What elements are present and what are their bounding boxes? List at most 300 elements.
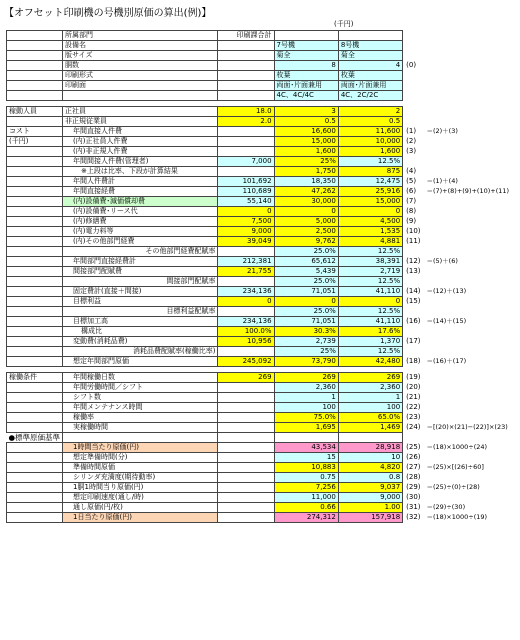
table-cell-c6: [424, 247, 519, 257]
table-cell-c5: (5): [406, 177, 417, 185]
table-cell-c6: [424, 61, 519, 71]
table-cell-c2: 39,049: [218, 237, 274, 247]
table-cell-c1: 年間稼働日数: [63, 373, 218, 383]
table-cell-c0: [7, 383, 63, 393]
table-cell-c5: (13): [406, 267, 421, 275]
table-cell-c2: 9,000: [218, 227, 274, 237]
table-cell-c6: [424, 137, 519, 147]
table-cell-c3: 4C、4C/4C: [274, 91, 338, 101]
table-cell-c0: [7, 277, 63, 287]
table-cell-c2: 101,692: [218, 177, 274, 187]
table-cell-c0: [7, 217, 63, 227]
table-cell-c3: [274, 433, 338, 443]
table-cell-c1: 想定準備時間(分): [63, 453, 218, 463]
table-cell-c3: 11,000: [274, 493, 338, 503]
table-row: [7, 317, 520, 327]
table-cell-c2: [218, 71, 274, 81]
table-row: [7, 493, 520, 503]
table-row: [7, 297, 520, 307]
table-row: [7, 307, 520, 317]
table-cell-c0: [7, 207, 63, 217]
table-cell-c3: 75.0%: [274, 413, 338, 423]
table-row: [7, 327, 520, 337]
table-cell-c2: [218, 127, 274, 137]
table-cell-c4: [338, 433, 402, 443]
table-cell-c0: 稼働条件: [7, 373, 63, 383]
table-cell-c2: [218, 393, 274, 403]
table-cell-c0: [7, 41, 63, 51]
table-cell-c0: [7, 71, 63, 81]
table-cell-c0: [7, 51, 63, 61]
table-cell-c5: [403, 117, 425, 127]
table-cell-c5: (14): [406, 287, 421, 295]
table-cell-c2: 2.0: [218, 117, 274, 127]
table-cell-c3: [274, 31, 338, 41]
table-cell-c5: (27): [406, 463, 421, 471]
table-cell-c0: [7, 257, 63, 267]
table-cell-c5: (16): [406, 317, 421, 325]
table-cell-c5: [403, 157, 425, 167]
table-cell-c0: [7, 337, 63, 347]
table-cell-c0: [7, 287, 63, 297]
table-cell-c0: [7, 237, 63, 247]
table-cell-c1: 所属部門: [63, 31, 218, 41]
table-cell-c2: 245,092: [218, 357, 274, 367]
table-cell-c1: 間接部門配賦費: [63, 267, 218, 277]
table-cell-c0: [7, 503, 63, 513]
table-cell-c2: 印刷課合計: [218, 31, 274, 41]
table-cell-c1: (内)その他部門経費: [63, 237, 218, 247]
table-cell-c5: (12): [406, 257, 421, 265]
table-cell-c1: ※上段は比率、下段が計算結果: [63, 167, 218, 177]
table-cell-c2: [218, 247, 274, 257]
table-cell-c1: 構成比: [63, 327, 218, 337]
table-cell-c4: 12.5%: [338, 277, 402, 287]
table-cell-c2: [218, 307, 274, 317]
table-cell-c0: [7, 81, 63, 91]
table-cell-c6: ＝[(20)×(21)−(22)]×(23): [426, 423, 508, 431]
table-cell-c6: [424, 337, 519, 347]
table-cell-c3: 1: [274, 393, 338, 403]
table-cell-c4: 菊全: [338, 51, 402, 61]
table-cell-c0: [7, 247, 63, 257]
table-cell-c4: 2,360: [338, 383, 402, 393]
table-cell-c6: [424, 433, 519, 443]
table-cell-c6: [424, 81, 519, 91]
table-cell-c3: 269: [274, 373, 338, 383]
table-cell-c2: 10,956: [218, 337, 274, 347]
table-cell-c2: 234,136: [218, 287, 274, 297]
table-cell-c5: (29): [406, 483, 421, 491]
table-cell-c0: [7, 197, 63, 207]
table-cell-c1: 正社員: [63, 107, 218, 117]
table-cell-c4: 12.5%: [338, 247, 402, 257]
table-cell-c0: [7, 423, 63, 433]
table-row: [7, 227, 520, 237]
table-cell-c4: 1,370: [338, 337, 402, 347]
table-cell-c4: 17.6%: [338, 327, 402, 337]
table-cell-c4: 65.0%: [338, 413, 402, 423]
table-cell-c1: その他部門経費配賦率: [63, 247, 218, 257]
table-cell-c1: (内)電力料等: [63, 227, 218, 237]
table-cell-c0: [7, 177, 63, 187]
table-cell-c4: 1,535: [338, 227, 402, 237]
table-cell-c2: 7,000: [218, 157, 274, 167]
table-cell-c0: コスト: [7, 127, 63, 137]
table-cell-c1: 変動費(消耗品費): [63, 337, 218, 347]
table-cell-c5: [403, 51, 425, 61]
table-row: [7, 237, 520, 247]
table-cell-c6: ＝(2)＋(3): [426, 127, 458, 135]
table-cell-c4: 0: [338, 207, 402, 217]
table-cell-c1: シフト数: [63, 393, 218, 403]
table-cell-c1: 設備名: [63, 41, 218, 51]
table-cell-c4: 157,918: [338, 513, 402, 523]
page-title: 【オフセット印刷機の号機別原価の算出(例)】: [4, 8, 212, 19]
table-cell-c1: 消耗品費配賦率(稼働比率): [63, 347, 218, 357]
table-cell-c6: [424, 373, 519, 383]
table-cell-c4: 12.5%: [338, 157, 402, 167]
table-cell-c3: 15,000: [274, 137, 338, 147]
table-cell-c4: 25,916: [338, 187, 402, 197]
table-cell-c5: (19): [406, 373, 421, 381]
table-cell-c1: 年間メンテナンス時間: [63, 403, 218, 413]
table-cell-c5: (32): [406, 513, 421, 521]
table-cell-c0: [7, 147, 63, 157]
table-cell-c3: 18,350: [274, 177, 338, 187]
table-cell-c2: 55,140: [218, 197, 274, 207]
table-cell-c5: (25): [406, 443, 421, 451]
table-cell-c0: [7, 157, 63, 167]
table-row: [7, 207, 520, 217]
table-row: [7, 167, 520, 177]
table-cell-c2: [218, 403, 274, 413]
table-cell-c6: ＝(18)×1000÷(24): [426, 443, 488, 451]
table-cell-c4: 1,469: [338, 423, 402, 433]
table-cell-c1: 印刷形式: [63, 71, 218, 81]
table-cell-c6: [424, 227, 519, 237]
table-row: [7, 503, 520, 513]
table-cell-c4: 2: [338, 107, 402, 117]
table-cell-c5: [403, 327, 425, 337]
table-cell-c2: [218, 453, 274, 463]
table-cell-c5: (18): [406, 357, 421, 365]
table-cell-c4: 枚葉: [338, 71, 402, 81]
table-row: [7, 393, 520, 403]
table-cell-c5: (22): [406, 403, 421, 411]
table-cell-c1: 胴数: [63, 61, 218, 71]
table-row: [7, 473, 520, 483]
table-cell-c3: 1,600: [274, 147, 338, 157]
table-cell-c0: [7, 473, 63, 483]
table-cell-c0: [7, 393, 63, 403]
table-row: [7, 337, 520, 347]
table-cell-c4: 0: [338, 297, 402, 307]
table-cell-c2: 110,689: [218, 187, 274, 197]
table-cell-c2: [218, 91, 274, 101]
table-cell-c5: (15): [406, 297, 421, 305]
table-cell-c3: 274,312: [274, 513, 338, 523]
table-cell-c5: (17): [406, 337, 421, 345]
table-cell-c5: (4): [406, 167, 417, 175]
table-cell-c6: ＝(29)÷(30): [426, 503, 466, 511]
table-cell-c5: (23): [406, 413, 421, 421]
table-cell-c4: 12.5%: [338, 307, 402, 317]
table-cell-c6: [424, 413, 519, 423]
table-cell-c2: [218, 463, 274, 473]
table-cell-c5: (26): [406, 453, 421, 461]
table-cell-c1: 通し原価(円/枚): [63, 503, 218, 513]
table-cell-c1: 想定年間部門原価: [63, 357, 218, 367]
table-row: [7, 51, 520, 61]
table-cell-c6: [424, 197, 519, 207]
table-cell-c4: 11,600: [338, 127, 402, 137]
table-cell-c5: (30): [406, 493, 421, 501]
table-cell-c4: 10,000: [338, 137, 402, 147]
table-cell-c0: [7, 61, 63, 71]
table-row: [7, 147, 520, 157]
table-cell-c6: ＝(25)÷(0)÷(28): [426, 483, 480, 491]
table-cell-c0: [7, 483, 63, 493]
table-row: [7, 177, 520, 187]
table-cell-c1: (内)正社員人件費: [63, 137, 218, 147]
table-cell-c4: [338, 31, 402, 41]
table-cell-c1: 目標利益: [63, 297, 218, 307]
table-cell-c1: 年間直接経費: [63, 187, 218, 197]
table-cell-c6: [424, 347, 519, 357]
table-cell-c3: 菊全: [274, 51, 338, 61]
table-cell-c3: 16,600: [274, 127, 338, 137]
table-cell-c5: [403, 31, 425, 41]
table-cell-c3: 5,000: [274, 217, 338, 227]
table-row: [7, 423, 520, 433]
table-cell-c2: [218, 513, 274, 523]
table-cell-c5: [403, 91, 425, 101]
table-row: [7, 277, 520, 287]
table-cell-c6: [424, 237, 519, 247]
table-cell-c2: 212,381: [218, 257, 274, 267]
table-cell-c4: 100: [338, 403, 402, 413]
table-cell-c1: (内)非正規人件費: [63, 147, 218, 157]
table-cell-c6: [424, 277, 519, 287]
table-cell-c5: [403, 41, 425, 51]
table-row: [7, 81, 520, 91]
table-cell-c3: 枚葉: [274, 71, 338, 81]
table-cell-c4: 10: [338, 453, 402, 463]
table-cell-c5: (3): [406, 147, 417, 155]
table-row: [7, 287, 520, 297]
table-cell-c2: [218, 81, 274, 91]
table-cell-c2: 18.0: [218, 107, 274, 117]
table-cell-c4: 1.00: [338, 503, 402, 513]
table-cell-c2: [218, 483, 274, 493]
table-cell-c6: [424, 91, 519, 101]
table-cell-c5: [403, 277, 425, 287]
table-cell-c1: 印刷面: [63, 81, 218, 91]
table-cell-c6: [424, 307, 519, 317]
table-cell-c0: [7, 453, 63, 463]
table-cell-c3: 両面･片面兼用: [274, 81, 338, 91]
table-cell-c4: 9,000: [338, 493, 402, 503]
table-cell-c6: [424, 473, 519, 483]
table-row: [7, 373, 520, 383]
table-cell-c3: 100: [274, 403, 338, 413]
table-cell-c5: [403, 347, 425, 357]
table-cell-c2: 100.0%: [218, 327, 274, 337]
table-cell-c3: 30.3%: [274, 327, 338, 337]
table-row: [7, 31, 520, 41]
table-cell-c0: [7, 347, 63, 357]
table-cell-c0: [7, 267, 63, 277]
table-cell-c3: 73,790: [274, 357, 338, 367]
table-cell-c2: 234,136: [218, 317, 274, 327]
table-cell-c4: 8号機: [338, 41, 402, 51]
table-cell-c6: [424, 217, 519, 227]
table-row: [7, 187, 520, 197]
table-cell-c5: [403, 247, 425, 257]
table-cell-c3: 9,762: [274, 237, 338, 247]
table-cell-c0: [7, 403, 63, 413]
table-cell-c3: 47,262: [274, 187, 338, 197]
table-cell-c3: 0.66: [274, 503, 338, 513]
table-cell-c3: 7号機: [274, 41, 338, 51]
table-cell-c4: 42,480: [338, 357, 402, 367]
table-cell-c5: (6): [406, 187, 417, 195]
table-cell-c3: 0.5: [274, 117, 338, 127]
table-cell-c6: [424, 147, 519, 157]
table-cell-c0: [7, 91, 63, 101]
table-cell-c2: 0: [218, 207, 274, 217]
unit-label: (千円): [334, 20, 354, 28]
table-cell-c2: 0: [218, 297, 274, 307]
table-cell-c4: 0.8: [338, 473, 402, 483]
table-cell-c0: [7, 493, 63, 503]
table-cell-c5: (21): [406, 393, 421, 401]
table-cell-c2: [218, 277, 274, 287]
table-cell-c0: [7, 31, 63, 41]
table-cell-c3: 5,439: [274, 267, 338, 277]
table-row: [7, 247, 520, 257]
table-cell-c0: 稼動人員: [7, 107, 63, 117]
table-cell-c1: 年間人件費計: [63, 177, 218, 187]
table-cell-c0: [7, 413, 63, 423]
table-row: [7, 127, 520, 137]
table-cell-c5: (28): [406, 473, 421, 481]
table-cell-c1: 固定費計(直接＋間接): [63, 287, 218, 297]
table-row: [7, 413, 520, 423]
table-row: [7, 267, 520, 277]
table-cell-c2: [218, 473, 274, 483]
table-cell-c5: (20): [406, 383, 421, 391]
table-cell-c1: (内)設備費･リース代: [63, 207, 218, 217]
table-cell-c3: 30,000: [274, 197, 338, 207]
table-row: [7, 107, 520, 117]
table-row: [7, 483, 520, 493]
table-cell-c3: 71,051: [274, 287, 338, 297]
table-cell-c4: 4,881: [338, 237, 402, 247]
table-cell-c3: 43,534: [274, 443, 338, 453]
table-cell-c6: [424, 267, 519, 277]
table-cell-c6: ＝(25)×[(26)÷60]: [426, 463, 484, 471]
table-cell-c5: (2): [406, 137, 417, 145]
table-cell-c6: [424, 493, 519, 503]
table-cell-c4: 0.5: [338, 117, 402, 127]
table-cell-c1: 年間労働時間／シフト: [63, 383, 218, 393]
table-cell-c1: [63, 91, 218, 101]
table-cell-c1: [63, 433, 218, 443]
table-cell-c6: [424, 31, 519, 41]
table-cell-c3: 0: [274, 297, 338, 307]
table-cell-c6: [424, 107, 519, 117]
table-cell-c2: [218, 167, 274, 177]
table-cell-c6: [424, 167, 519, 177]
table-cell-c6: [424, 157, 519, 167]
table-row: [7, 257, 520, 267]
table-cell-c0: (千円): [7, 137, 63, 147]
table-cell-c3: 1,750: [274, 167, 338, 177]
table-cell-c2: [218, 137, 274, 147]
table-cell-c6: [424, 41, 519, 51]
table-row: [7, 443, 520, 453]
table-cell-c3: 25%: [274, 157, 338, 167]
table-row: [7, 197, 520, 207]
table-cell-c3: 1,695: [274, 423, 338, 433]
table-cell-c5: [403, 71, 425, 81]
table-cell-c4: 875: [338, 167, 402, 177]
table-cell-c4: 4,820: [338, 463, 402, 473]
table-cell-c4: 269: [338, 373, 402, 383]
table-cell-c3: 71,051: [274, 317, 338, 327]
table-cell-c0: [7, 327, 63, 337]
table-cell-c5: (11): [406, 237, 421, 245]
table-cell-c2: [218, 503, 274, 513]
table-cell-c4: 28,918: [338, 443, 402, 453]
table-cell-c6: [424, 207, 519, 217]
table-cell-c1: 非正規従業員: [63, 117, 218, 127]
table-cell-c1: 想定印刷速度(通し/時): [63, 493, 218, 503]
table-cell-c4: 12,475: [338, 177, 402, 187]
table-cell-c5: [403, 107, 425, 117]
table-cell-c3: 2,360: [274, 383, 338, 393]
table-cell-c1: (内)修繕費: [63, 217, 218, 227]
table-row: [7, 347, 520, 357]
table-cell-c6: [424, 403, 519, 413]
table-cell-c6: ＝(14)＋(15): [426, 317, 467, 325]
table-cell-c5: (9): [406, 217, 417, 225]
table-cell-c4: 12.5%: [338, 347, 402, 357]
table-cell-c1: シリンダ充満度(期待動率): [63, 473, 218, 483]
table-cell-c4: 1: [338, 393, 402, 403]
table-cell-c5: (24): [406, 423, 421, 431]
cost-table: [6, 30, 520, 523]
table-cell-c3: 3: [274, 107, 338, 117]
table-cell-c6: ＝(7)+(8)+(9)+(10)+(11): [426, 187, 510, 195]
table-cell-c4: 両面･片面兼用: [338, 81, 402, 91]
table-cell-c1: 目標加工高: [63, 317, 218, 327]
table-cell-c2: [218, 51, 274, 61]
table-cell-c4: 1,600: [338, 147, 402, 157]
table-cell-c5: [403, 81, 425, 91]
table-row: [7, 137, 520, 147]
table-cell-c1: 1時間当たり原価(円): [63, 443, 218, 453]
table-cell-c6: [424, 51, 519, 61]
table-cell-c0: [7, 317, 63, 327]
table-row: [7, 433, 520, 443]
table-cell-c6: [424, 117, 519, 127]
table-cell-c1: 1胴1時間当り原価(円): [63, 483, 218, 493]
table-row: [7, 463, 520, 473]
table-cell-c1: 間接部門配賦率: [63, 277, 218, 287]
